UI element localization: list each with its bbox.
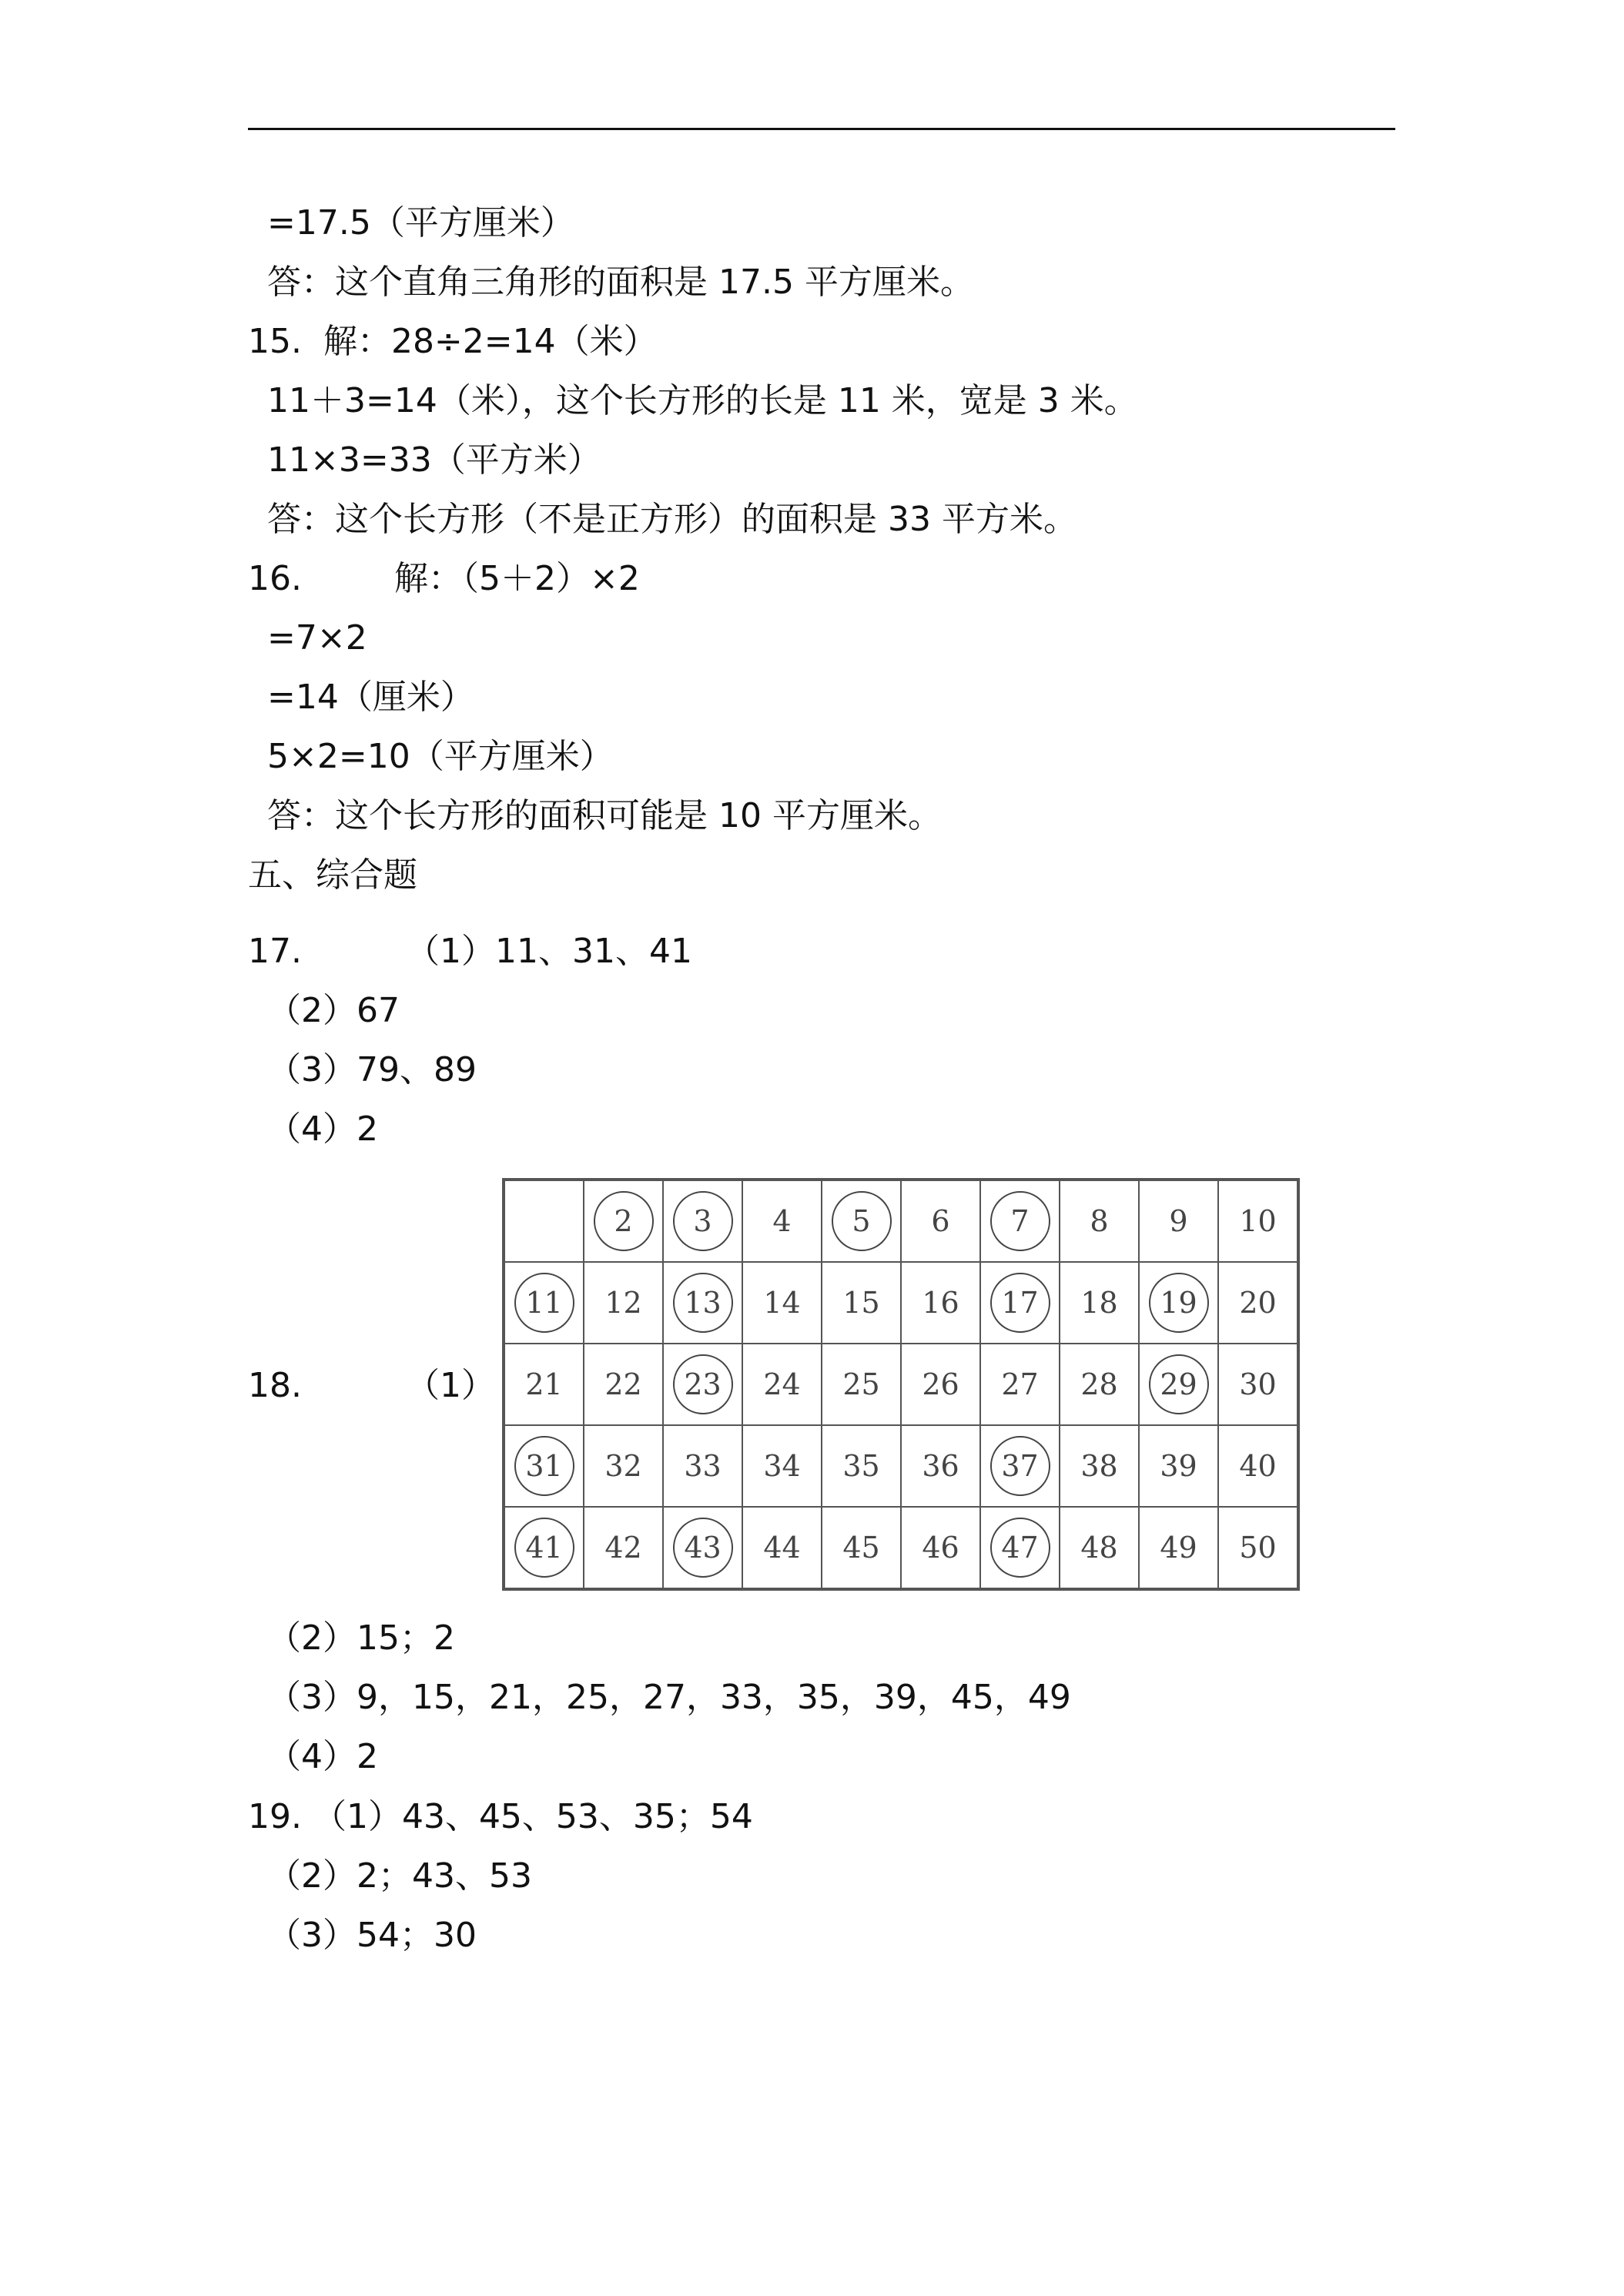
circled-number: 2 <box>594 1191 654 1251</box>
grid-number: 46 <box>922 1531 959 1565</box>
text-line: =7×2 <box>267 618 367 658</box>
grid-cell <box>584 1507 663 1589</box>
circled-number: 7 <box>990 1191 1050 1251</box>
grid-cell <box>822 1425 901 1507</box>
grid-cell <box>584 1262 663 1344</box>
text-line: 答：这个长方形的面积可能是 10 平方厘米。 <box>267 796 942 835</box>
circled-number: 13 <box>673 1273 733 1333</box>
grid-row <box>504 1425 1298 1507</box>
text-line: （3）79、89 <box>267 1050 477 1089</box>
grid-cell <box>1060 1262 1139 1344</box>
grid-cell <box>1139 1344 1218 1425</box>
grid-number: 30 <box>1239 1367 1277 1401</box>
grid-row <box>504 1344 1298 1425</box>
grid-number: 6 <box>931 1204 950 1238</box>
grid-cell <box>980 1425 1060 1507</box>
grid-cell <box>980 1262 1060 1344</box>
grid-cell <box>901 1262 980 1344</box>
grid-number: 14 <box>763 1286 801 1320</box>
grid-cell <box>1139 1262 1218 1344</box>
text-line: （3）54；30 <box>267 1916 477 1955</box>
grid-row <box>504 1180 1298 1262</box>
grid-row <box>504 1507 1298 1589</box>
grid-number: 42 <box>604 1531 642 1565</box>
grid-number: 33 <box>684 1449 722 1483</box>
grid-number: 32 <box>604 1449 642 1483</box>
circled-number: 47 <box>990 1518 1050 1578</box>
grid-cell <box>504 1344 584 1425</box>
number-grid <box>502 1178 1300 1591</box>
circled-number: 29 <box>1149 1354 1209 1414</box>
grid-number: 45 <box>842 1531 880 1565</box>
grid-number: 36 <box>922 1449 959 1483</box>
grid-cell <box>584 1180 663 1262</box>
question-16-number: 16. <box>248 559 302 598</box>
text-line: 11×3=33（平方米） <box>267 440 601 480</box>
grid-cell <box>1218 1425 1298 1507</box>
grid-cell <box>504 1507 584 1589</box>
grid-cell <box>980 1344 1060 1425</box>
grid-cell <box>1139 1180 1218 1262</box>
grid-cell <box>504 1425 584 1507</box>
grid-cell <box>1139 1425 1218 1507</box>
grid-cell <box>901 1507 980 1589</box>
grid-cell <box>663 1507 742 1589</box>
number-grid-table <box>502 1178 1300 1591</box>
grid-cell <box>980 1507 1060 1589</box>
grid-number: 49 <box>1160 1531 1197 1565</box>
grid-number: 38 <box>1080 1449 1118 1483</box>
question-16-text: 解：（5＋2）×2 <box>394 559 640 598</box>
grid-cell <box>1218 1180 1298 1262</box>
grid-cell <box>742 1262 822 1344</box>
question-17-text: （1）11、31、41 <box>406 932 692 971</box>
grid-cell <box>742 1425 822 1507</box>
grid-cell <box>1060 1425 1139 1507</box>
grid-cell <box>1060 1507 1139 1589</box>
grid-cell <box>1060 1180 1139 1262</box>
text-line: 答：这个直角三角形的面积是 17.5 平方厘米。 <box>267 263 974 302</box>
grid-cell <box>1218 1262 1298 1344</box>
grid-cell <box>663 1344 742 1425</box>
grid-number: 28 <box>1080 1367 1118 1401</box>
grid-cell <box>1218 1344 1298 1425</box>
grid-cell <box>742 1344 822 1425</box>
question-17-number: 17. <box>248 932 302 971</box>
section-heading: 五、综合题 <box>248 855 417 895</box>
circled-number: 23 <box>673 1354 733 1414</box>
grid-cell <box>980 1180 1060 1262</box>
grid-number: 18 <box>1080 1286 1118 1320</box>
question-15: 15. 解：28÷2=14（米） <box>248 322 658 361</box>
circled-number: 37 <box>990 1436 1050 1496</box>
text-line: （2）67 <box>267 991 400 1030</box>
grid-cell <box>822 1262 901 1344</box>
grid-number: 21 <box>525 1367 563 1401</box>
grid-cell <box>1060 1344 1139 1425</box>
text-line: （3）9，15，21，25，27，33，35，39，45，49 <box>267 1678 1071 1717</box>
grid-cell <box>742 1507 822 1589</box>
text-line: =17.5（平方厘米） <box>267 203 574 243</box>
header-rule <box>248 128 1395 130</box>
circled-number: 41 <box>514 1518 574 1578</box>
circled-number: 31 <box>514 1436 574 1496</box>
grid-cell <box>584 1344 663 1425</box>
grid-cell <box>901 1425 980 1507</box>
grid-cell <box>504 1180 584 1262</box>
question-18-text: （1） <box>406 1366 495 1405</box>
grid-number: 22 <box>604 1367 642 1401</box>
grid-number: 40 <box>1239 1449 1277 1483</box>
grid-number: 20 <box>1239 1286 1277 1320</box>
grid-number: 12 <box>604 1286 642 1320</box>
grid-number: 35 <box>842 1449 880 1483</box>
grid-cell <box>822 1507 901 1589</box>
grid-number: 9 <box>1169 1204 1188 1238</box>
grid-cell <box>742 1180 822 1262</box>
grid-number: 16 <box>922 1286 959 1320</box>
text-line: 答：这个长方形（不是正方形）的面积是 33 平方米。 <box>267 500 1077 539</box>
grid-number: 4 <box>772 1204 792 1238</box>
grid-number: 26 <box>922 1367 959 1401</box>
circled-number: 19 <box>1149 1273 1209 1333</box>
grid-cell <box>901 1180 980 1262</box>
grid-row <box>504 1262 1298 1344</box>
question-18-number: 18. <box>248 1366 302 1405</box>
grid-cell <box>1139 1507 1218 1589</box>
grid-number: 48 <box>1080 1531 1118 1565</box>
grid-cell <box>1218 1507 1298 1589</box>
grid-number: 8 <box>1090 1204 1109 1238</box>
grid-cell <box>901 1344 980 1425</box>
circled-number: 3 <box>673 1191 733 1251</box>
grid-cell <box>822 1344 901 1425</box>
grid-cell <box>504 1262 584 1344</box>
grid-number: 50 <box>1239 1531 1277 1565</box>
grid-cell <box>663 1262 742 1344</box>
grid-number: 15 <box>842 1286 880 1320</box>
grid-cell <box>663 1180 742 1262</box>
circled-number: 17 <box>990 1273 1050 1333</box>
grid-number: 27 <box>1001 1367 1039 1401</box>
grid-number: 34 <box>763 1449 801 1483</box>
grid-number: 10 <box>1239 1204 1277 1238</box>
text-line: 5×2=10（平方厘米） <box>267 737 614 776</box>
grid-number: 44 <box>763 1531 801 1565</box>
grid-cell <box>584 1425 663 1507</box>
grid-number: 25 <box>842 1367 880 1401</box>
grid-cell <box>822 1180 901 1262</box>
text-line: （2）2；43、53 <box>267 1856 532 1896</box>
text-line: （2）15；2 <box>267 1618 455 1658</box>
question-19: 19. （1）43、45、53、35；54 <box>248 1797 753 1836</box>
text-line: （4）2 <box>267 1110 378 1149</box>
grid-cell <box>663 1425 742 1507</box>
grid-number: 39 <box>1160 1449 1197 1483</box>
grid-number: 24 <box>763 1367 801 1401</box>
circled-number: 11 <box>514 1273 574 1333</box>
text-line: （4）2 <box>267 1737 378 1776</box>
circled-number: 43 <box>673 1518 733 1578</box>
text-line: =14（厘米） <box>267 678 474 717</box>
circled-number: 5 <box>832 1191 892 1251</box>
text-line: 11＋3=14（米），这个长方形的长是 11 米，宽是 3 米。 <box>267 381 1138 420</box>
